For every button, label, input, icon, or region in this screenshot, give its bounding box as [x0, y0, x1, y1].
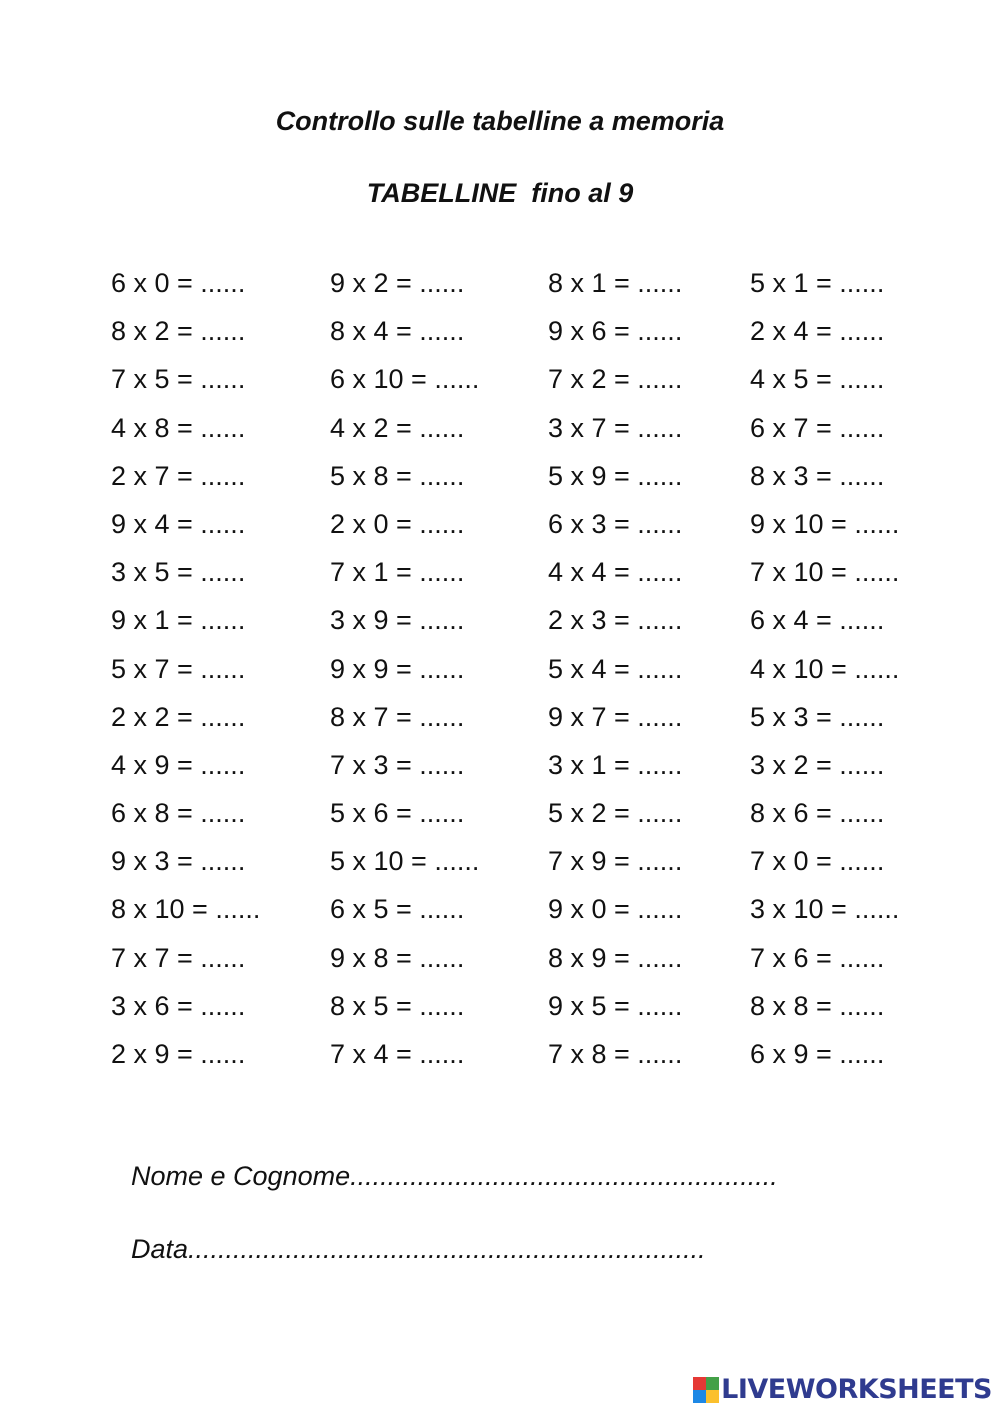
multiplication-item: 6 x 3 = ...... — [548, 508, 683, 539]
multiplication-item: 5 x 1 = ...... — [750, 268, 885, 298]
multiplication-item: 2 x 3 = ...... — [548, 605, 683, 636]
multiplication-item: 7 x 8 = ...... — [548, 1039, 683, 1069]
multiplication-item: 3 x 10 = ...... — [750, 894, 900, 925]
exercise-column — [548, 263, 682, 1082]
multiplication-item: 8 x 3 = ...... — [750, 460, 885, 491]
multiplication-item: 9 x 10 = ...... — [750, 508, 900, 539]
multiplication-item: 9 x 2 = ...... — [330, 268, 465, 298]
worksheet-subtitle: TABELLINE fino al 9 — [366, 178, 634, 208]
multiplication-item: 5 x 2 = ...... — [548, 798, 683, 829]
multiplication-item: 5 x 4 = ...... — [548, 653, 683, 684]
multiplication-item: 2 x 7 = ...... — [111, 460, 246, 491]
multiplication-item: 6 x 8 = ...... — [111, 798, 246, 829]
multiplication-item: 2 x 4 = ...... — [750, 316, 885, 347]
multiplication-item: 3 x 1 = ...... — [548, 749, 683, 780]
multiplication-item: 8 x 1 = ...... — [548, 268, 683, 298]
multiplication-item: 6 x 10 = ...... — [330, 364, 480, 395]
multiplication-item: 3 x 7 = ...... — [548, 412, 683, 443]
multiplication-item: 7 x 9 = ...... — [548, 846, 683, 877]
multiplication-item: 9 x 9 = ...... — [330, 653, 465, 684]
multiplication-item: 5 x 10 = ...... — [330, 846, 480, 877]
name-field: Nome e Cognome......................................................... — [131, 1161, 778, 1191]
multiplication-item: 8 x 8 = ...... — [750, 990, 885, 1021]
exercise-column — [330, 263, 479, 1082]
brand-watermark — [693, 1373, 992, 1407]
multiplication-item: 8 x 2 = ...... — [111, 316, 246, 347]
multiplication-item: 4 x 5 = ...... — [750, 364, 885, 395]
multiplication-item: 5 x 6 = ...... — [330, 798, 465, 829]
multiplication-item: 7 x 4 = ...... — [330, 1039, 465, 1069]
multiplication-item: 9 x 3 = ...... — [111, 846, 246, 877]
date-field: Data..................................................................... — [131, 1234, 706, 1264]
multiplication-item: 7 x 5 = ...... — [111, 364, 246, 395]
multiplication-item: 9 x 7 = ...... — [548, 701, 683, 732]
worksheet-title: Controllo sulle tabelline a memoria — [275, 106, 725, 136]
multiplication-item: 9 x 5 = ...... — [548, 990, 683, 1021]
multiplication-item: 8 x 9 = ...... — [548, 942, 683, 973]
multiplication-item: 7 x 10 = ...... — [750, 557, 900, 588]
brand-name: LIVEWORKSHEETS — [721, 1374, 992, 1405]
multiplication-item: 8 x 5 = ...... — [330, 990, 465, 1021]
multiplication-item: 7 x 3 = ...... — [330, 749, 465, 780]
multiplication-item: 8 x 4 = ...... — [330, 316, 465, 347]
multiplication-item: 4 x 2 = ...... — [330, 412, 465, 443]
multiplication-item: 3 x 5 = ...... — [111, 557, 246, 588]
multiplication-item: 6 x 9 = ...... — [750, 1039, 885, 1069]
multiplication-item: 4 x 4 = ...... — [548, 557, 683, 588]
liveworksheets-logo-icon — [693, 1377, 719, 1403]
multiplication-item: 6 x 5 = ...... — [330, 894, 465, 925]
multiplication-item: 9 x 0 = ...... — [548, 894, 683, 925]
exercise-column — [750, 263, 899, 1082]
multiplication-item: 5 x 8 = ...... — [330, 460, 465, 491]
multiplication-item: 3 x 2 = ...... — [750, 749, 885, 780]
multiplication-item: 7 x 7 = ...... — [111, 942, 246, 973]
multiplication-item: 7 x 6 = ...... — [750, 942, 885, 973]
multiplication-item: 5 x 7 = ...... — [111, 653, 246, 684]
multiplication-item: 4 x 10 = ...... — [750, 653, 900, 684]
multiplication-item: 6 x 4 = ...... — [750, 605, 885, 636]
multiplication-item: 3 x 6 = ...... — [111, 990, 246, 1021]
multiplication-item: 8 x 6 = ...... — [750, 798, 885, 829]
multiplication-item: 2 x 9 = ...... — [111, 1039, 246, 1069]
multiplication-item: 2 x 2 = ...... — [111, 701, 246, 732]
multiplication-item: 7 x 0 = ...... — [750, 846, 885, 877]
multiplication-item: 9 x 4 = ...... — [111, 508, 246, 539]
multiplication-item: 4 x 9 = ...... — [111, 749, 246, 780]
multiplication-item: 8 x 10 = ...... — [111, 894, 261, 925]
multiplication-item: 7 x 1 = ...... — [330, 557, 465, 588]
multiplication-item: 9 x 8 = ...... — [330, 942, 465, 973]
multiplication-item: 5 x 9 = ...... — [548, 460, 683, 491]
multiplication-item: 5 x 3 = ...... — [750, 701, 885, 732]
multiplication-item: 2 x 0 = ...... — [330, 508, 465, 539]
multiplication-item: 4 x 8 = ...... — [111, 412, 246, 443]
exercise-column — [111, 263, 260, 1082]
multiplication-item: 9 x 1 = ...... — [111, 605, 246, 636]
multiplication-item: 7 x 2 = ...... — [548, 364, 683, 395]
multiplication-item: 8 x 7 = ...... — [330, 701, 465, 732]
multiplication-item: 3 x 9 = ...... — [330, 605, 465, 636]
multiplication-item: 6 x 0 = ...... — [111, 268, 246, 298]
multiplication-item: 6 x 7 = ...... — [750, 412, 885, 443]
multiplication-item: 9 x 6 = ...... — [548, 316, 683, 347]
